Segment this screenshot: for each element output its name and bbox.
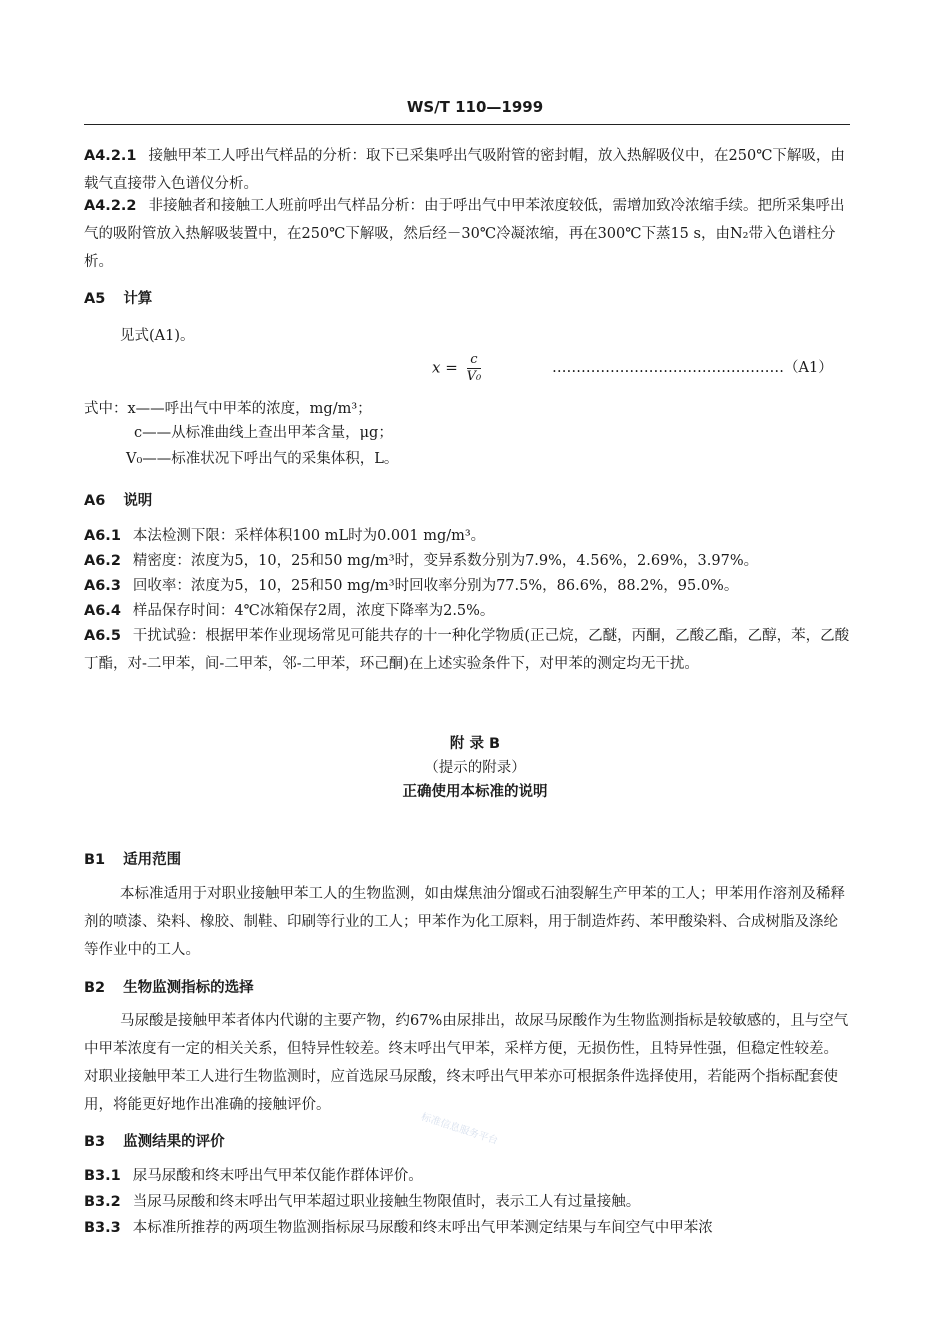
b2-text: 马尿酸是接触甲苯者体内代谢的主要产物，约67%由尿排出，故尿马尿酸作为生物监测指标是较敏感的，且与空气中甲苯浓度有一定的相关关系，但特异性较差。终末呼出气甲苯，采样方便，无损伤性，且特异性强，但稳定性较差。对职业接触甲苯工人进行生物监测时，应首选尿马尿酸，终末呼出气甲苯亦可根据条件选择使用，若能两个指标配套使用，将能更好地作出准确的接触评价。 [84, 1013, 849, 1113]
vars-prefix: 式中： [84, 401, 128, 417]
appendix-heading: 正确使用本标准的说明 [402, 784, 548, 800]
appendix-subtitle: （提示的附录） [424, 760, 526, 776]
clause-number: A4.2.1 [84, 148, 137, 164]
formula-lhs: x = [432, 358, 458, 377]
var-x-def: x——呼出气中甲苯的浓度，mg/m³； [127, 401, 372, 417]
b1-text: 本标准适用于对职业接触甲苯工人的生物监测，如由煤焦油分馏或石油裂解生产甲苯的工人；甲苯用作溶剂及稀释剂的喷漆、染料、橡胶、制鞋、印刷等行业的工人；甲苯作为化工原料，用于制造炸药、苯甲酸染料、合成树脂及涤纶等作业中的工人。 [84, 886, 845, 958]
section-number: B3 [84, 1134, 106, 1150]
clause-number: B3.1 [84, 1168, 121, 1184]
section-b2-heading [84, 976, 254, 997]
clause-number: A6.3 [84, 578, 121, 594]
watermark: 标准信息服务平台 [419, 1111, 500, 1147]
var-v0: V₀——标准状况下呼出气的采集体积，L。 [126, 451, 399, 467]
clause-b31 [84, 1162, 850, 1190]
clause-a422 [84, 192, 850, 276]
section-title: 适用范围 [123, 852, 182, 868]
clause-text: 接触甲苯工人呼出气样品的分析：取下已采集呼出气吸附管的密封帽，放入热解吸仪中，在250℃下解吸，由载气直接带入色谱仪分析。 [84, 148, 845, 192]
clause-text: 当尿马尿酸和终末呼出气甲苯超过职业接触生物限值时，表示工人有过量接触。 [132, 1194, 641, 1210]
formula-fraction [467, 352, 482, 385]
clause-number: A6.4 [84, 603, 121, 619]
clause-number: B3.2 [84, 1194, 121, 1210]
clause-text: 精密度：浓度为5，10，25和50 mg/m³时，变异系数分别为7.9%，4.56%，2.69%，3.97%。 [132, 553, 759, 569]
clause-text: 回收率：浓度为5，10，25和50 mg/m³时回收率分别为77.5%，86.6%，88.2%，95.0%。 [132, 578, 739, 594]
section-number: B1 [84, 852, 106, 868]
clause-b32 [84, 1188, 850, 1216]
clause-a61 [84, 522, 850, 550]
clause-text: 尿马尿酸和终末呼出气甲苯仅能作群体评价。 [132, 1168, 423, 1184]
formula-numerator: c [467, 352, 482, 369]
header-rule [84, 124, 850, 125]
clause-number: B3.3 [84, 1220, 121, 1236]
clause-number: A6.2 [84, 553, 121, 569]
formula-denominator: V₀ [466, 369, 482, 384]
clause-number: A6.1 [84, 528, 121, 544]
clause-a64 [84, 597, 850, 625]
formula-a1 [432, 352, 481, 392]
var-c: c——从标准曲线上查出甲苯含量，μg； [134, 425, 393, 441]
clause-a421 [84, 142, 850, 198]
clause-a62 [84, 547, 850, 575]
page-header: WS/T 110—1999 [406, 98, 544, 116]
var-x [84, 396, 372, 423]
clause-text: 干扰试验：根据甲苯作业现场常见可能共存的十一种化学物质(正己烷，乙醚，丙酮，乙酸乙酯，乙醇，苯，乙酸丁酯，对-二甲苯，间-二甲苯，邻-二甲苯，环己酮)在上述实验条件下，对甲苯的测定均无干扰。 [84, 628, 850, 672]
clause-text: 非接触者和接触工人班前呼出气样品分析：由于呼出气中甲苯浓度较低，需增加致冷浓缩手续。把所采集呼出气的吸附管放入热解吸装置中，在250℃下解吸，然后经－30℃冷凝浓缩，再在300℃下蒸15 s，由N₂带入色谱柱分析。 [84, 198, 845, 270]
clause-number: A6.5 [84, 628, 121, 644]
clause-text: 样品保存时间：4℃冰箱保存2周，浓度下降率为2.5%。 [132, 603, 495, 619]
a5-intro: 见式(A1)。 [120, 328, 195, 344]
clause-text: 本标准所推荐的两项生物监测指标尿马尿酸和终末呼出气甲苯测定结果与车间空气中甲苯浓 [132, 1220, 713, 1236]
clause-b33 [84, 1214, 850, 1242]
section-title: 生物监测指标的选择 [123, 980, 254, 996]
section-a6-heading [84, 489, 152, 510]
section-b1-heading [84, 848, 181, 869]
clause-a65 [84, 622, 850, 678]
appendix-title: 附 录 B [449, 736, 501, 752]
section-a5-heading [84, 287, 152, 308]
clause-text: 本法检测下限：采样体积100 mL时为0.001 mg/m³。 [132, 528, 486, 544]
section-b3-heading [84, 1130, 225, 1151]
section-number: A5 [84, 291, 106, 307]
section-number: A6 [84, 493, 106, 509]
equation-number: …………………………………………（A1） [552, 360, 833, 376]
clause-number: A4.2.2 [84, 198, 137, 214]
section-title: 计算 [123, 291, 153, 307]
section-number: B2 [84, 980, 106, 996]
clause-a63 [84, 572, 850, 600]
section-title: 监测结果的评价 [123, 1134, 225, 1150]
section-title: 说明 [123, 493, 153, 509]
